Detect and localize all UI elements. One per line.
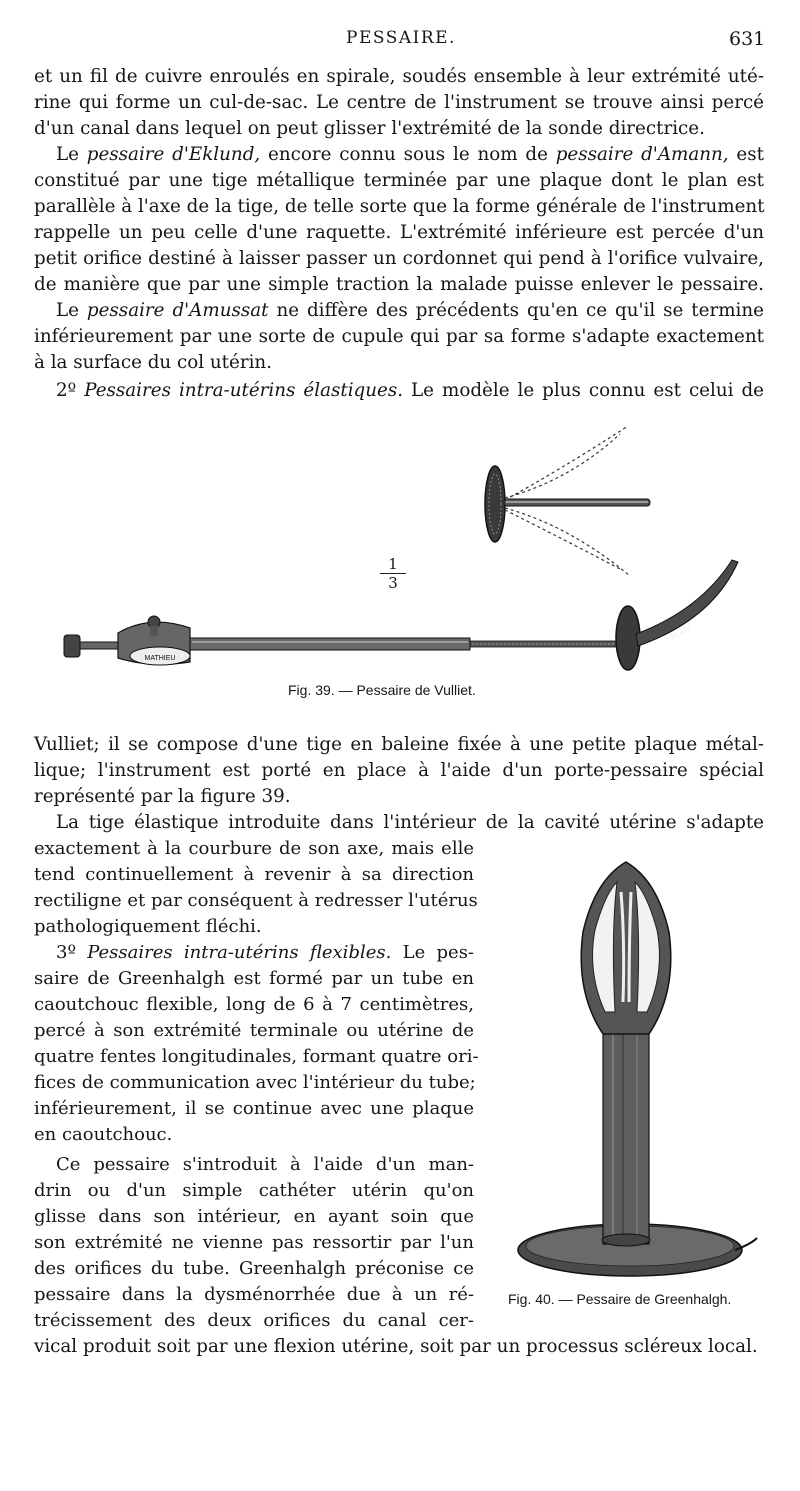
section-title: Pessaires intra-utérins élastiques. [84, 380, 404, 401]
text-line: représenté par la figure 39. [34, 786, 291, 807]
paragraph-eklund-first-line [34, 142, 764, 168]
figure-40-illustration [505, 852, 775, 1292]
page-number: 631 [729, 28, 766, 50]
text-line: à la surface du col utérin. [34, 352, 272, 373]
scale-denominator: 3 [388, 574, 398, 592]
text-run: Le [56, 300, 87, 321]
text-line: d'un canal dans lequel on peut glisser l'extrémité de la sonde directrice. [34, 118, 705, 139]
text-line: La tige élastique introduite dans l'intérieur de la cavité utérine s'adapte [56, 812, 764, 833]
text-line: en caoutchouc. [34, 1124, 173, 1145]
handle-stamp: MATHIEU [144, 655, 176, 662]
text-run: est [728, 144, 764, 165]
text-line: drin ou d'un simple cathéter utérin qu'on [34, 1180, 474, 1201]
scale-fraction [380, 556, 406, 591]
text-line: et un fil de cuivre enroulés en spirale, soudés ensemble à leur extrémité uté- [34, 66, 764, 87]
text-run: Le modèle le plus connu est celui de [403, 380, 764, 401]
italic-term: pessaire d'Eklund, [86, 144, 261, 165]
text-run: Le pes- [391, 942, 475, 963]
text-line: pessaire dans la dysménorrhée due à un ré- [34, 1284, 474, 1305]
text-line: parallèle à l'axe de la tige, de telle sorte que la forme générale de l'instrument [34, 196, 765, 217]
text-line: rappelle un peu celle d'une raquette. L'extrémité inférieure est percée d'un [34, 222, 764, 243]
text-line: rine qui forme un cul-de-sac. Le centre de l'instrument se trouve ainsi percé [34, 92, 764, 113]
text-line: quatre fentes longitudinales, formant quatre ori- [34, 1046, 479, 1067]
text-run: ne diffère des précédents qu'en ce qu'il se termine [268, 300, 764, 321]
pessary-detail [485, 426, 650, 576]
text-line: glisse dans son intérieur, en ayant soin que [34, 1206, 474, 1227]
text-line: Vulliet; il se compose d'une tige en baleine fixée à une petite plaque métal- [34, 734, 764, 755]
paragraph-amussat-first-line [34, 298, 764, 324]
text-line: petit orifice destiné à laisser passer un cordonnet qui pend à l'orifice vulvaire, [34, 248, 764, 269]
section-title: Pessaires intra-utérins flexibles. [87, 942, 392, 963]
text-line: vical produit soit par une flexion utérine, soit par un processus scléreux local. [34, 1336, 758, 1357]
text-line: lique; l'instrument est porté en place à l'aide d'un porte-pessaire spécial [34, 760, 764, 781]
italic-term: pessaire d'Amann, [555, 144, 729, 165]
text-line: exactement à la courbure de son axe, mais elle [34, 838, 474, 859]
text-line: inférieurement, il se continue avec une plaque [34, 1098, 474, 1119]
section-number: 3º [56, 942, 88, 963]
text-line: de manière que par une simple traction la malade puisse enlever le pessaire. [34, 274, 764, 295]
text-line: caoutchouc flexible, long de 6 à 7 centimètres, [34, 994, 474, 1015]
figure-40-caption: Fig. 40. — Pessaire de Greenhalgh. [508, 1291, 732, 1307]
text-line: Ce pessaire s'introduit à l'aide d'un man- [56, 1154, 474, 1175]
scale-numerator: 1 [388, 555, 398, 573]
plate-stamp: PLAN [668, 624, 692, 642]
text-line: son extrémité ne vienne pas ressortir par l'un [34, 1232, 474, 1253]
text-line: des orifices du tube. Greenhalgh préconise ce [34, 1258, 474, 1279]
running-title: PESSAIRE. [346, 28, 456, 48]
italic-term: pessaire d'Amussat [86, 300, 269, 321]
text-line: inférieurement par une sorte de cupule qui par sa forme s'adapte exactement [34, 326, 764, 347]
section-3-heading [34, 940, 474, 966]
text-line: tend continuellement à revenir à sa direction [34, 864, 474, 885]
text-run: encore connu sous le nom de [260, 144, 556, 165]
text-line: pathologiquement fléchi. [34, 916, 262, 937]
text-line: saire de Greenhalgh est formé par un tube en [34, 968, 474, 989]
page-header [0, 28, 800, 54]
text-run: Le [56, 144, 87, 165]
figure-39-illustration [0, 400, 800, 700]
text-line: fices de communication avec l'intérieur du tube; [34, 1072, 476, 1093]
text-line: constitué par une tige métallique terminée par une plaque dont le plan est [34, 170, 764, 191]
figure-39-caption: Fig. 39. — Pessaire de Vulliet. [288, 682, 476, 698]
text-line: percé à son extrémité terminale ou utérine de [34, 1020, 474, 1041]
text-line: trécissement des deux orifices du canal cer- [34, 1310, 474, 1331]
text-line: rectiligne et par conséquent à redresser l'utérus [34, 890, 478, 911]
section-number: 2º [56, 380, 85, 401]
